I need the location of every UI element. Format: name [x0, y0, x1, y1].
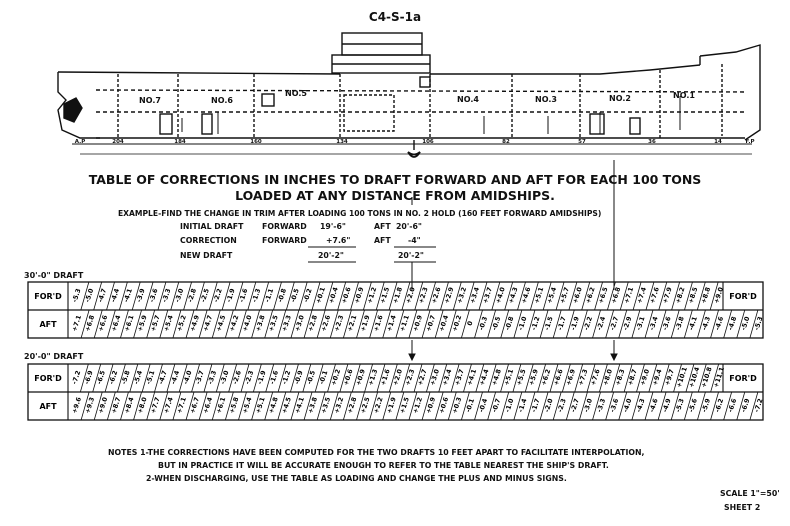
aft-correction-value: +1.4	[384, 314, 398, 333]
ford-correction-value: -1.6	[237, 287, 250, 304]
aft-correction-value: -2.4	[595, 315, 608, 332]
ford-correction-value: +6.9	[564, 368, 577, 387]
ford-correction-value: +0.2	[329, 368, 343, 387]
aft-correction-value: -4.9	[660, 397, 673, 414]
ford-correction-value: +9.0	[712, 286, 726, 305]
hold-label: NO.3	[535, 95, 557, 104]
aft-correction-value: -6.9	[739, 397, 752, 414]
ford-correction-value: +1.2	[365, 286, 379, 305]
aft-correction-value: +3.8	[253, 314, 267, 333]
aft-correction-value: -3.6	[608, 397, 621, 414]
frame-number: 134	[336, 139, 348, 145]
aft-correction-value: +3.3	[280, 314, 293, 333]
frame-number: A.P	[74, 139, 86, 145]
ford-correction-value: -4.4	[169, 369, 182, 386]
aft-correction-value: +5.2	[175, 314, 188, 333]
aft-correction-value: +1.5	[398, 396, 411, 415]
aft-correction-value: +4.9	[188, 314, 202, 333]
correction-aft-label: AFT	[374, 236, 391, 245]
aft-correction-value: -7.2	[752, 397, 765, 414]
ford-correction-value: +7.1	[622, 286, 636, 305]
ford-correction-value: +8.7	[626, 368, 639, 387]
aft-correction-value: -1.4	[516, 397, 529, 414]
ford-correction-value: +6.5	[596, 286, 610, 305]
draft-table	[28, 364, 765, 420]
hold-label: NO.1	[673, 91, 695, 100]
new-forward-value: 20'-2"	[318, 251, 344, 260]
aft-correction-value: +6.6	[96, 314, 110, 333]
ford-correction-value: -5.1	[144, 369, 157, 386]
ford-correction-value: +7.4	[635, 286, 649, 305]
ford-correction-value: +7.9	[660, 286, 674, 305]
initial-draft-label: INITIAL DRAFT	[180, 222, 244, 231]
frame-number: F.P	[745, 139, 755, 145]
aft-correction-value: -0.8	[503, 315, 516, 332]
draft-20-label: 20'-0" DRAFT	[24, 352, 84, 361]
aft-correction-value: -1.9	[568, 315, 581, 332]
aft-correction-value: +2.2	[371, 396, 385, 415]
ford-correction-value: -2.3	[243, 369, 256, 386]
aft-correction-value: +2.6	[319, 314, 333, 333]
ford-correction-value: -5.4	[132, 369, 145, 386]
ford-correction-value: +3.0	[428, 368, 442, 387]
ford-correction-value: +10.4	[687, 366, 702, 389]
aft-correction-value: 0	[465, 320, 475, 327]
aft-correction-value: -1.7	[529, 397, 542, 414]
aft-correction-value: -4.3	[634, 397, 647, 414]
aft-correction-value: -0.7	[490, 397, 503, 414]
aft-correction-value: +2.8	[306, 314, 320, 333]
aft-correction-value: +7.4	[162, 396, 175, 415]
ford-correction-value: -2.6	[230, 369, 243, 386]
aft-correction-value: -5.3	[752, 315, 765, 332]
aft-correction-value: +1.9	[384, 396, 398, 415]
ford-correction-value: +7.6	[588, 368, 602, 387]
aft-correction-value: +3.5	[319, 396, 333, 415]
aft-correction-value: +7.1	[70, 314, 84, 333]
aft-correction-value: -4.3	[700, 315, 713, 332]
aft-correction-value: +5.4	[162, 314, 175, 333]
ford-correction-value: +9.7	[663, 368, 676, 387]
aft-correction-value: +5.9	[135, 314, 149, 333]
aft-correction-value: +1.6	[371, 314, 385, 333]
ford-row-label: FOR'D	[34, 374, 62, 383]
ford-correction-value: -5.8	[119, 369, 132, 386]
draft-30-label: 30'-0" DRAFT	[24, 271, 84, 280]
aft-correction-value: +4.0	[240, 314, 254, 333]
aft-correction-value: -4.1	[687, 315, 699, 332]
ford-correction-value: -2.8	[186, 287, 199, 304]
aft-correction-value: -1.0	[503, 397, 516, 414]
ford-correction-value: +2.7	[415, 368, 429, 387]
ford-correction-value: +0.6	[341, 368, 355, 387]
correction-forward-label: FORWARD	[262, 236, 307, 245]
aft-correction-value: -0.3	[477, 315, 490, 332]
initial-forward-label: FORWARD	[262, 222, 307, 231]
hold-label: NO.4	[457, 95, 479, 104]
aft-correction-value: -4.8	[726, 315, 739, 332]
ford-correction-value: +9.4	[650, 368, 664, 387]
frame-number: 184	[174, 139, 186, 145]
aft-correction-value: -1.2	[529, 315, 542, 332]
ford-correction-value: -3.6	[147, 287, 160, 304]
note-2: 2-WHEN DISCHARGING, USE THE TABLE AS LOADING AND CHANGE THE PLUS AND MINUS SIGNS.	[146, 474, 567, 483]
ford-correction-value: +8.0	[601, 368, 615, 387]
aft-correction-value: +7.1	[175, 396, 188, 415]
ford-correction-value: -0.2	[301, 287, 314, 304]
aft-correction-value: -4.6	[713, 315, 726, 332]
sheet-number: SHEET 2	[724, 503, 761, 512]
ford-correction-value: +0.9	[354, 368, 367, 387]
ford-correction-value: -1.1	[263, 287, 276, 304]
ford-correction-value: -6.2	[107, 369, 120, 386]
aft-correction-value: +5.4	[240, 396, 254, 415]
initial-aft-label: AFT	[374, 222, 391, 231]
ford-correction-value: -6.5	[95, 369, 107, 386]
table-heading-line1: TABLE OF CORRECTIONS IN INCHES TO DRAFT FORWARD AND AFT FOR EACH 100 TONS	[88, 172, 702, 187]
correction-forward-value: +7.6"	[326, 236, 351, 245]
aft-correction-value: +4.1	[293, 396, 306, 415]
aft-correction-value: -5.6	[687, 397, 699, 414]
ford-correction-value: -0.5	[305, 369, 318, 386]
draft-table	[28, 282, 765, 338]
aft-correction-value: -2.3	[555, 397, 568, 414]
aft-correction-value: +4.2	[227, 314, 241, 333]
aft-correction-value: +0.7	[424, 314, 438, 333]
hold-label: NO.2	[609, 94, 631, 103]
aft-correction-value: -1.5	[542, 315, 555, 332]
aft-correction-value: -3.8	[673, 315, 686, 332]
example-title: EXAMPLE-FIND THE CHANGE IN TRIM AFTER LOADING 100 TONS IN NO. 2 HOLD (160 FEET FORWARD AMIDSHIPS)	[118, 209, 602, 218]
ford-correction-value: +6.2	[539, 368, 553, 387]
ford-correction-value: +6.0	[571, 286, 584, 305]
ford-correction-value: +2.9	[442, 286, 456, 305]
ford-correction-value: -3.9	[134, 287, 147, 304]
ford-correction-value: +2.3	[416, 286, 430, 305]
aft-correction-value: +2.5	[358, 396, 372, 415]
aft-correction-value: +8.4	[122, 396, 136, 415]
ford-correction-value: +2.3	[403, 368, 417, 387]
aft-correction-value: -3.3	[595, 397, 608, 414]
ford-correction-value: -1.3	[250, 287, 263, 304]
aft-correction-value: -3.6	[660, 315, 673, 332]
ford-correction-value: -0.1	[317, 369, 330, 386]
aft-correction-value: +0.2	[450, 314, 464, 333]
aft-correction-value: -2.7	[608, 315, 621, 332]
aft-correction-value: -2.2	[582, 315, 595, 332]
ford-correction-value: -0.9	[292, 369, 305, 386]
ford-correction-value: +0.6	[339, 286, 353, 305]
aft-correction-value: -5.9	[700, 397, 713, 414]
ford-correction-value: -3.3	[206, 369, 219, 386]
ford-correction-value: +4.0	[493, 286, 507, 305]
frame-number: 82	[502, 139, 510, 145]
ford-correction-value: +5.9	[527, 368, 540, 387]
hold-label: NO.6	[211, 96, 233, 105]
ford-correction-value: +6.2	[583, 286, 597, 305]
note-1-line-2: BUT IN PRACTICE IT WILL BE ACCURATE ENOUGH TO REFER TO THE TABLE NEAREST THE SHIP'S DRAFT.	[158, 461, 609, 470]
aft-correction-value: +6.1	[214, 396, 228, 415]
aft-correction-value: -3.4	[647, 315, 660, 332]
correction-label: CORRECTION	[180, 236, 237, 245]
aft-correction-value: +4.7	[201, 314, 215, 333]
aft-correction-value: +6.7	[188, 396, 202, 415]
aft-correction-value: -2.9	[621, 315, 634, 332]
aft-correction-value: +5.8	[227, 396, 241, 415]
ford-correction-value: +5.4	[545, 286, 559, 305]
aft-correction-value: +7.7	[148, 396, 162, 415]
ford-correction-value: +5.5	[514, 368, 528, 387]
ford-correction-value: +3.4	[468, 286, 482, 305]
hold-label: NO.7	[139, 96, 161, 105]
aft-correction-value: +0.6	[437, 396, 451, 415]
ford-correction-value: -4.7	[96, 287, 109, 304]
ford-correction-value: +1.6	[378, 368, 392, 387]
ford-correction-value: -4.4	[109, 287, 122, 304]
ford-correction-value: -1.2	[280, 369, 293, 386]
initial-forward-value: 19'-6"	[320, 222, 346, 231]
aft-correction-value: +8.7	[109, 396, 123, 415]
aft-correction-value: -2.7	[568, 397, 581, 414]
ship-class-title: C4-S-1a	[368, 10, 422, 24]
ford-correction-value: +1.3	[366, 368, 380, 387]
aft-row-label: AFT	[39, 320, 57, 329]
ford-row-label: FOR'D	[34, 292, 62, 301]
frame-number: 204	[112, 139, 124, 145]
aft-correction-value: +9.3	[83, 396, 97, 415]
new-draft-label: NEW DRAFT	[180, 251, 233, 260]
ford-correction-value: -1.9	[255, 369, 268, 386]
scale-label: SCALE 1"=50'	[720, 489, 780, 498]
aft-correction-value: -1.7	[555, 315, 568, 332]
ford-correction-value: -3.3	[160, 287, 173, 304]
ford-correction-value: -5.3	[70, 287, 83, 304]
aft-correction-value: +3.5	[266, 314, 280, 333]
ford-correction-value: +8.5	[686, 286, 700, 305]
aft-correction-value: -3.1	[634, 315, 647, 332]
ford-correction-value: +6.6	[551, 368, 565, 387]
ford-correction-value: +8.8	[699, 286, 713, 305]
ford-row-label: FOR'D	[729, 292, 757, 301]
aft-correction-value: +5.1	[253, 396, 267, 415]
ford-correction-value: +2.0	[404, 286, 417, 305]
aft-correction-value: +4.5	[214, 314, 228, 333]
frame-number: 36	[648, 139, 656, 145]
hold-label: NO.5	[285, 89, 307, 98]
aft-correction-value: -6.6	[726, 397, 739, 414]
ford-correction-value: +3.4	[440, 368, 454, 387]
ford-correction-value: -2.2	[211, 287, 224, 304]
aft-correction-value: +6.1	[122, 314, 136, 333]
ford-correction-value: -2.5	[198, 287, 211, 304]
ford-correction-value: +10.1	[674, 366, 689, 389]
aft-correction-value: -5.3	[673, 397, 686, 414]
ford-correction-value: +2.0	[391, 368, 404, 387]
ford-correction-value: +10.8	[699, 366, 714, 389]
ford-correction-value: -3.7	[193, 369, 206, 386]
aft-correction-value: +0.3	[450, 396, 464, 415]
aft-correction-value: +4.8	[266, 396, 280, 415]
ford-correction-value: +11.1	[711, 366, 726, 389]
aft-correction-value: +2.3	[332, 314, 346, 333]
aft-correction-value: +3.2	[332, 396, 346, 415]
ford-correction-value: +4.3	[506, 286, 520, 305]
table-heading-line2: LOADED AT ANY DISTANCE FROM AMIDSHIPS.	[235, 188, 555, 203]
ford-correction-value: +5.1	[532, 286, 546, 305]
aft-correction-value: -6.2	[713, 397, 726, 414]
ford-correction-value: +0.9	[352, 286, 366, 305]
frame-number: 160	[250, 139, 262, 145]
aft-correction-value: -0.5	[490, 315, 503, 332]
aft-correction-value: +2.1	[345, 314, 359, 333]
ford-correction-value: -0.5	[288, 287, 301, 304]
frame-number: 14	[714, 139, 722, 145]
ford-correction-value: +5.7	[558, 286, 571, 305]
ford-correction-value: -6.9	[82, 369, 95, 386]
ford-correction-value: +2.6	[429, 286, 443, 305]
ford-correction-value: +1.5	[378, 286, 392, 305]
aft-correction-value: +3.8	[306, 396, 320, 415]
new-aft-value: 20'-2"	[398, 251, 424, 260]
aft-correction-value: +0.9	[411, 314, 424, 333]
correction-aft-value: -4"	[408, 236, 421, 245]
aft-correction-value: +8.0	[135, 396, 149, 415]
ford-correction-value: +4.4	[477, 368, 491, 387]
ford-correction-value: +3.7	[453, 368, 466, 387]
ford-correction-value: -3.0	[218, 369, 231, 386]
ford-correction-value: +0.4	[326, 286, 340, 305]
aft-correction-value: +9.0	[96, 396, 110, 415]
ford-correction-value: -4.0	[181, 369, 194, 386]
aft-correction-value: -5.0	[739, 315, 752, 332]
aft-correction-value: +1.1	[398, 314, 411, 333]
ford-correction-value: +5.1	[502, 368, 516, 387]
ford-correction-value: +7.6	[648, 286, 661, 305]
ford-correction-value: -5.0	[83, 287, 96, 304]
aft-correction-value: -1.0	[516, 315, 529, 332]
aft-correction-value: +6.4	[109, 314, 123, 333]
ford-correction-value: +4.8	[490, 368, 503, 387]
aft-correction-value: +5.7	[148, 314, 162, 333]
aft-correction-value: +2.8	[345, 396, 359, 415]
aft-row-label: AFT	[39, 402, 57, 411]
ford-correction-value: -4.1	[121, 287, 134, 304]
ford-correction-value: +1.8	[391, 286, 404, 305]
aft-correction-value: -4.0	[621, 397, 634, 414]
frame-number: 106	[422, 139, 434, 145]
initial-aft-value: 20'-6"	[396, 222, 422, 231]
aft-correction-value: -2.0	[542, 397, 555, 414]
ford-correction-value: -0.8	[276, 287, 288, 304]
aft-correction-value: +6.8	[83, 314, 97, 333]
aft-correction-value: -0.4	[477, 397, 490, 414]
ford-correction-value: +3.2	[455, 286, 469, 305]
ford-correction-value: -7.2	[70, 369, 83, 386]
aft-correction-value: +1.9	[358, 314, 372, 333]
aft-correction-value: +3.0	[293, 314, 306, 333]
ford-correction-value: +8.3	[613, 368, 627, 387]
aft-correction-value: +0.9	[424, 396, 438, 415]
aft-correction-value: -3.0	[582, 397, 595, 414]
aft-correction-value: +4.5	[280, 396, 293, 415]
ford-correction-value: -1.9	[224, 287, 237, 304]
ford-correction-value: -3.0	[173, 287, 186, 304]
ford-correction-value: +4.6	[519, 286, 533, 305]
frame-number: 57	[578, 139, 586, 145]
note-1-line-1: NOTES 1-THE CORRECTIONS HAVE BEEN COMPUTED FOR THE TWO DRAFTS 10 FEET APART TO FACILITATE INTERPOLATION,	[108, 448, 645, 457]
ford-correction-value: +3.7	[481, 286, 494, 305]
ford-correction-value: -4.7	[156, 369, 169, 386]
ford-correction-value: +0.1	[314, 286, 327, 305]
ford-correction-value: -1.6	[268, 369, 280, 386]
ford-correction-value: +8.2	[673, 286, 687, 305]
ford-row-label: FOR'D	[729, 374, 757, 383]
aft-correction-value: +9.6	[70, 396, 84, 415]
aft-correction-value: -4.6	[647, 397, 660, 414]
ford-correction-value: +7.3	[576, 368, 590, 387]
ford-correction-value: +9.0	[638, 368, 652, 387]
aft-correction-value: +0.4	[437, 314, 451, 333]
aft-correction-value: +6.4	[201, 396, 215, 415]
ford-correction-value: +4.1	[465, 368, 479, 387]
aft-correction-value: +1.2	[411, 396, 424, 415]
ford-correction-value: +6.8	[609, 286, 623, 305]
aft-correction-value: -0.1	[464, 397, 477, 414]
